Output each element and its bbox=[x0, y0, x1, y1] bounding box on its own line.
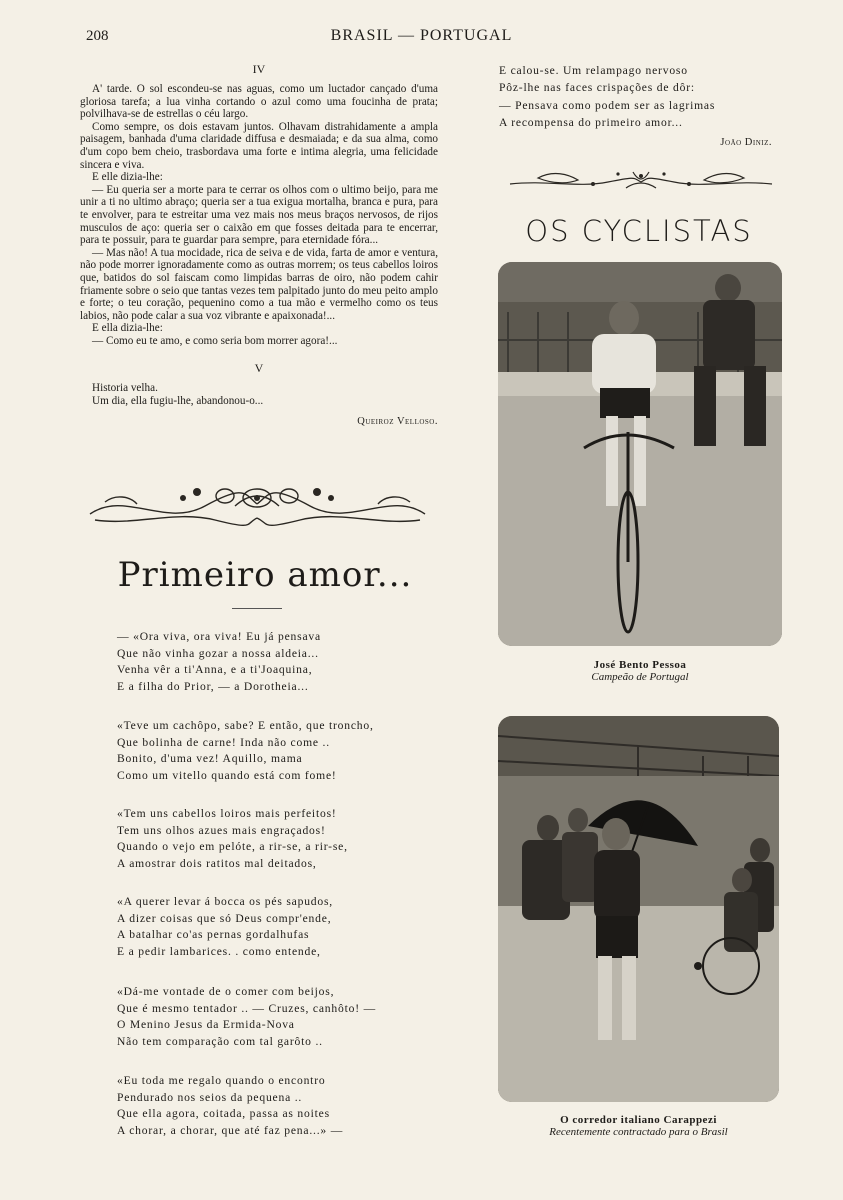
poem-line: Bonito, d'uma vez! Aquillo, mama bbox=[117, 752, 303, 766]
poem-line: Que ella agora, coitada, passa as noites bbox=[117, 1107, 330, 1121]
poem-line: E a filha do Prior, — a Dorotheia... bbox=[117, 679, 309, 693]
story-column bbox=[80, 62, 438, 427]
story-paragraph: — Eu queria ser a morte para te cerrar os olhos com o ultimo beijo, para me unir a ti no ultimo abraço; queria ser a tua exigua mortalha, branca e pura, para te envolver, para te estreitar uma vez mais nos meus braços nervosos, de rijos musculos de aço: queria ser o caixão em que fosses deitada para te encerrar, para te possuir, para te guardar para sempre, para eternidade fóra... bbox=[80, 183, 438, 247]
story-paragraph: — Como eu te amo, e como seria bom morrer agora!... bbox=[92, 334, 338, 347]
poem-line: «Eu toda me regalo quando o encontro bbox=[117, 1074, 326, 1087]
poem-line: A amostrar dois ratitos mal deitados, bbox=[117, 856, 317, 870]
photo-caption-subtitle: Campeão de Portugal bbox=[591, 671, 689, 683]
story-paragraph: Como sempre, os dois estavam juntos. Olhavam distrahidamente a ampla paisagem, banhada d'uma claridade diffusa e desmaiada; e da sua alma, como d'um copo bem cheio, trasbordava uma forte e intima alegria, uma felicidade sincera e viva. bbox=[80, 120, 438, 171]
cyclist-photo bbox=[498, 262, 782, 646]
story-paragraph: Historia velha. bbox=[92, 382, 158, 395]
poem-continuation bbox=[499, 62, 789, 132]
poem-line: E a pedir lambarices. . como entende, bbox=[117, 944, 321, 958]
poem-line: — Pensava como podem ser as lagrimas bbox=[499, 98, 716, 112]
section-number-v: V bbox=[254, 361, 264, 376]
poem-line: A batalhar co'as pernas gordalhufas bbox=[117, 928, 310, 942]
poem-line: «Tem uns cabellos loiros mais perfeitos! bbox=[117, 807, 337, 820]
poem-author: João Diniz. bbox=[720, 137, 772, 148]
poem-line: A recompensa do primeiro amor... bbox=[499, 116, 683, 130]
ornament-divider-small bbox=[508, 168, 774, 194]
poem-stanza bbox=[117, 629, 447, 695]
poem-line: Que é mesmo tentador .. — Cruzes, canhôto! — bbox=[117, 1001, 376, 1015]
story-paragraph: E elle dizia-lhe: bbox=[92, 171, 163, 184]
poem-line: — «Ora viva, ora viva! Eu já pensava bbox=[117, 630, 321, 643]
section-title: OS CYCLISTAS bbox=[525, 214, 753, 248]
poem-line: E calou-se. Um relampago nervoso bbox=[499, 64, 688, 77]
poem-line: «A querer levar á bocca os pés sapudos, bbox=[117, 895, 333, 908]
poem-line: «Dá-me vontade de o comer com beijos, bbox=[117, 985, 335, 998]
poem-line: Quando o vejo em pelóte, a rir-se, a rir-se, bbox=[117, 840, 348, 854]
story-author: Queiroz Velloso. bbox=[357, 415, 438, 427]
section-number-iv: IV bbox=[252, 62, 266, 76]
poem-line: A chorar, a chorar, que até faz pena...» — bbox=[117, 1123, 344, 1137]
story-paragraph: — Mas não! A tua mocidade, rica de seiva e de vida, farta de amor e ventura, não pode morrer ignoradamente como as outras morrem; os teus cabellos loiros que, batidos do sol faiscam como limpidas barras de oiro, não podem cahir friamente sobre o seio que tantas vezes tem palpitado junto do meu peito amplo e forte; o teu coração, pequenino como a tua mão e vermelho como os teus labios, não pode calar a sua voz vibrante e apaixonada!... bbox=[80, 246, 438, 322]
story-paragraph: E ella dizia-lhe: bbox=[92, 322, 163, 335]
photo-caption-name: O corredor italiano Carappezi bbox=[560, 1114, 717, 1126]
poem-line: Não tem comparação com tal garôto .. bbox=[117, 1034, 323, 1048]
photo-caption-subtitle: Recentemente contractado para o Brasil bbox=[549, 1126, 728, 1138]
poem-line: A dizer coisas que só Deus compr'ende, bbox=[117, 911, 332, 925]
poem-line: Pôz-lhe nas faces crispações de dôr: bbox=[499, 81, 695, 95]
poem-stanza bbox=[117, 806, 447, 872]
page-number: 208 bbox=[86, 28, 109, 44]
photo-caption bbox=[498, 659, 782, 683]
poem-line: Como um vitello quando está com fome! bbox=[117, 768, 337, 782]
poem-stanza bbox=[117, 1073, 447, 1139]
poem-line: Tem uns olhos azues mais engraçados! bbox=[117, 823, 326, 837]
poem-line: O Menino Jesus da Ermida-Nova bbox=[117, 1018, 295, 1032]
poem-line: Que bolinha de carne! Inda não come .. bbox=[117, 735, 330, 749]
story-paragraph: Um dia, ella fugiu-lhe, abandonou-o... bbox=[92, 395, 264, 408]
poem-line: Pendurado nos seios da pequena .. bbox=[117, 1090, 303, 1104]
photo-caption-name: José Bento Pessoa bbox=[593, 659, 687, 671]
title-rule bbox=[232, 608, 282, 609]
poem-line: «Teve um cachôpo, sabe? E então, que troncho, bbox=[117, 719, 374, 732]
story-section-v bbox=[80, 382, 438, 407]
poem-line: Venha vêr a ti'Anna, e a ti'Joaquina, bbox=[117, 663, 313, 677]
story-section-iv bbox=[80, 83, 438, 347]
ornament-divider bbox=[85, 480, 430, 532]
poem-stanza bbox=[117, 894, 447, 960]
racer-photo bbox=[498, 716, 779, 1102]
poem-line: Que não vinha gozar a nossa aldeia... bbox=[117, 646, 319, 660]
poem-title: Primeiro amor... bbox=[117, 555, 413, 595]
poem-stanza bbox=[117, 984, 447, 1050]
photo-caption bbox=[498, 1114, 779, 1138]
running-head: BRASIL — PORTUGAL bbox=[330, 27, 513, 44]
poem-stanza bbox=[117, 718, 447, 784]
story-paragraph: A' tarde. O sol escondeu-se nas aguas, como um luctador cançado d'uma gloriosa tarefa; a lua vinha cortando o azul como uma foucinha de prata; polvilhava-se de estrellas o céu largo. bbox=[80, 83, 438, 121]
